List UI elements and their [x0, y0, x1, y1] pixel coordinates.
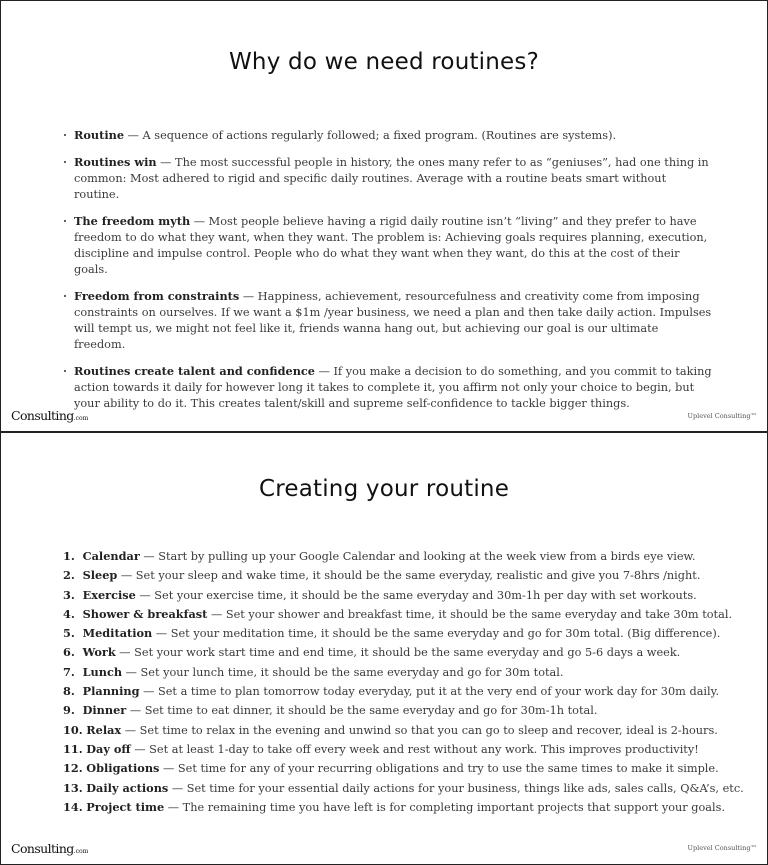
item-text: — Set a time to plan tomorrow today everyday, put it at the very end of your work day for 30m daily.: [139, 685, 720, 699]
item-text: — Set your lunch time, it should be the same everyday and go for 30m total.: [122, 665, 564, 679]
item-text: — Set at least 1-day to take off every week and rest without any work. This improves productivity!: [130, 742, 699, 756]
list-item: [63, 586, 743, 605]
item-number: 3.: [63, 587, 75, 602]
numbered-list: [63, 547, 743, 817]
item-number: 6.: [63, 645, 75, 660]
footer-brand: Uplevel Consulting™: [687, 412, 757, 420]
list-item: [63, 759, 743, 778]
bullet-term: The freedom myth: [74, 214, 191, 228]
item-text: — Start by pulling up your Google Calendar and looking at the week view from a birds eye view.: [139, 550, 696, 563]
bullet-term: Routine: [74, 128, 125, 142]
list-item: [63, 701, 743, 720]
bullet-text: — Happiness, achievement, resourcefulness and creativity come from imposing constraints on ourselves. If we want a $1m /year business, we need a plan and then take daily action. Impulses will tempt us, we might not feel like it, friends wanna hang out, but achieving our goal is our ultimate freedom.: [74, 290, 712, 351]
item-number: 14.: [63, 799, 83, 814]
item-number: 5.: [63, 626, 75, 641]
bullet-text: — The most successful people in history, the ones many refer to as “geniuses”, had one thing in common: Most adhered to rigid and specific daily routines. Average with a routine beats smart without routine.: [74, 156, 709, 201]
slide-why-routines: [0, 0, 768, 432]
item-number: 2.: [63, 568, 75, 583]
item-text: — Set time to eat dinner, it should be the same everyday and go for 30m-1h total.: [126, 704, 598, 718]
item-text: — Set your exercise time, it should be the same everyday and 30m-1h per day with set workouts.: [135, 588, 697, 602]
slide-creating-routine: [0, 432, 768, 865]
bullet-item: [63, 127, 713, 144]
list-item: [63, 721, 743, 740]
slide-title: Creating your routine: [258, 476, 510, 502]
bullet-text: — A sequence of actions regularly followed; a fixed program. (Routines are systems).: [124, 129, 617, 142]
bullet-text: — If you make a decision to do something, and you commit to taking action towards it daily for however long it takes to complete it, you affirm not only your choice to begin, but your ability to do it. This creates talent/skill and supreme self-confidence to tackle bigger things.: [74, 365, 712, 410]
consulting-logo: Consulting.com: [11, 841, 89, 856]
item-number: 7.: [63, 664, 75, 679]
slide-title: Why do we need routines?: [228, 49, 539, 75]
item-term: Day off: [86, 741, 131, 756]
item-text: — Set your shower and breakfast time, it should be the same everyday and take 30m total.: [207, 607, 733, 621]
list-item: [63, 624, 743, 643]
bullet-term: Routines win: [74, 155, 157, 169]
item-number: 12.: [63, 761, 83, 776]
item-number: 9.: [63, 703, 75, 718]
item-text: — Set time for any of your recurring obligations and try to use the same times to make it simple.: [159, 762, 719, 776]
bullet-item: [63, 154, 713, 203]
list-item: [63, 547, 743, 566]
item-number: 11.: [63, 741, 83, 756]
bullet-item: [63, 213, 713, 278]
footer-brand: Uplevel Consulting™: [687, 844, 757, 852]
item-number: 13.: [63, 780, 83, 795]
item-term: Obligations: [86, 761, 160, 776]
item-number: 8.: [63, 684, 75, 699]
item-term: Sleep: [82, 568, 118, 583]
consulting-logo: Consulting.com: [11, 408, 89, 423]
list-item: [63, 663, 743, 682]
item-number: 10.: [63, 722, 83, 737]
item-number: 1.: [63, 549, 75, 563]
bullet-term: Routines create talent and confidence: [74, 364, 315, 378]
list-item: [63, 740, 743, 759]
item-term: Work: [82, 645, 116, 660]
list-item: [63, 798, 743, 817]
item-text: — Set your work start time and end time, it should be the same everyday and go 5-6 days a week.: [115, 646, 681, 660]
item-number: 4.: [63, 606, 75, 621]
item-term: Relax: [86, 722, 122, 737]
list-item: [63, 682, 743, 701]
list-item: [63, 643, 743, 662]
list-item: [63, 605, 743, 624]
item-term: Lunch: [82, 664, 123, 679]
item-term: Exercise: [82, 587, 136, 602]
bullet-text: — Most people believe having a rigid daily routine isn’t “living” and they prefer to have freedom to do what they want, when they want. The problem is: Achieving goals requires planning, execution, discipline and impulse control. People who do what they want when they want, do this at the cost of their goals.: [74, 215, 708, 276]
item-text: — Set your sleep and wake time, it should be the same everyday, realistic and give you 7-8hrs /night.: [117, 569, 701, 583]
item-term: Calendar: [82, 549, 140, 563]
item-term: Planning: [82, 684, 140, 699]
item-text: — Set time for your essential daily actions for your business, things like ads, sales calls, Q&A’s, etc.: [168, 781, 744, 795]
bullet-list: [63, 127, 713, 422]
item-term: Dinner: [82, 703, 127, 718]
item-text: — The remaining time you have left is for completing important projects that support your goals.: [164, 800, 726, 814]
bullet-item: [63, 363, 713, 412]
item-text: — Set time to relax in the evening and unwind so that you can go to sleep and recover, ideal is 2-hours.: [121, 723, 718, 737]
item-term: Daily actions: [86, 780, 169, 795]
item-term: Shower & breakfast: [82, 606, 208, 621]
list-item: [63, 566, 743, 585]
item-term: Project time: [86, 799, 165, 814]
item-text: — Set your meditation time, it should be the same everyday and go for 30m total. (Big difference).: [152, 627, 721, 641]
item-term: Meditation: [82, 626, 153, 641]
bullet-item: [63, 288, 713, 353]
list-item: [63, 779, 743, 798]
bullet-term: Freedom from constraints: [74, 289, 240, 303]
